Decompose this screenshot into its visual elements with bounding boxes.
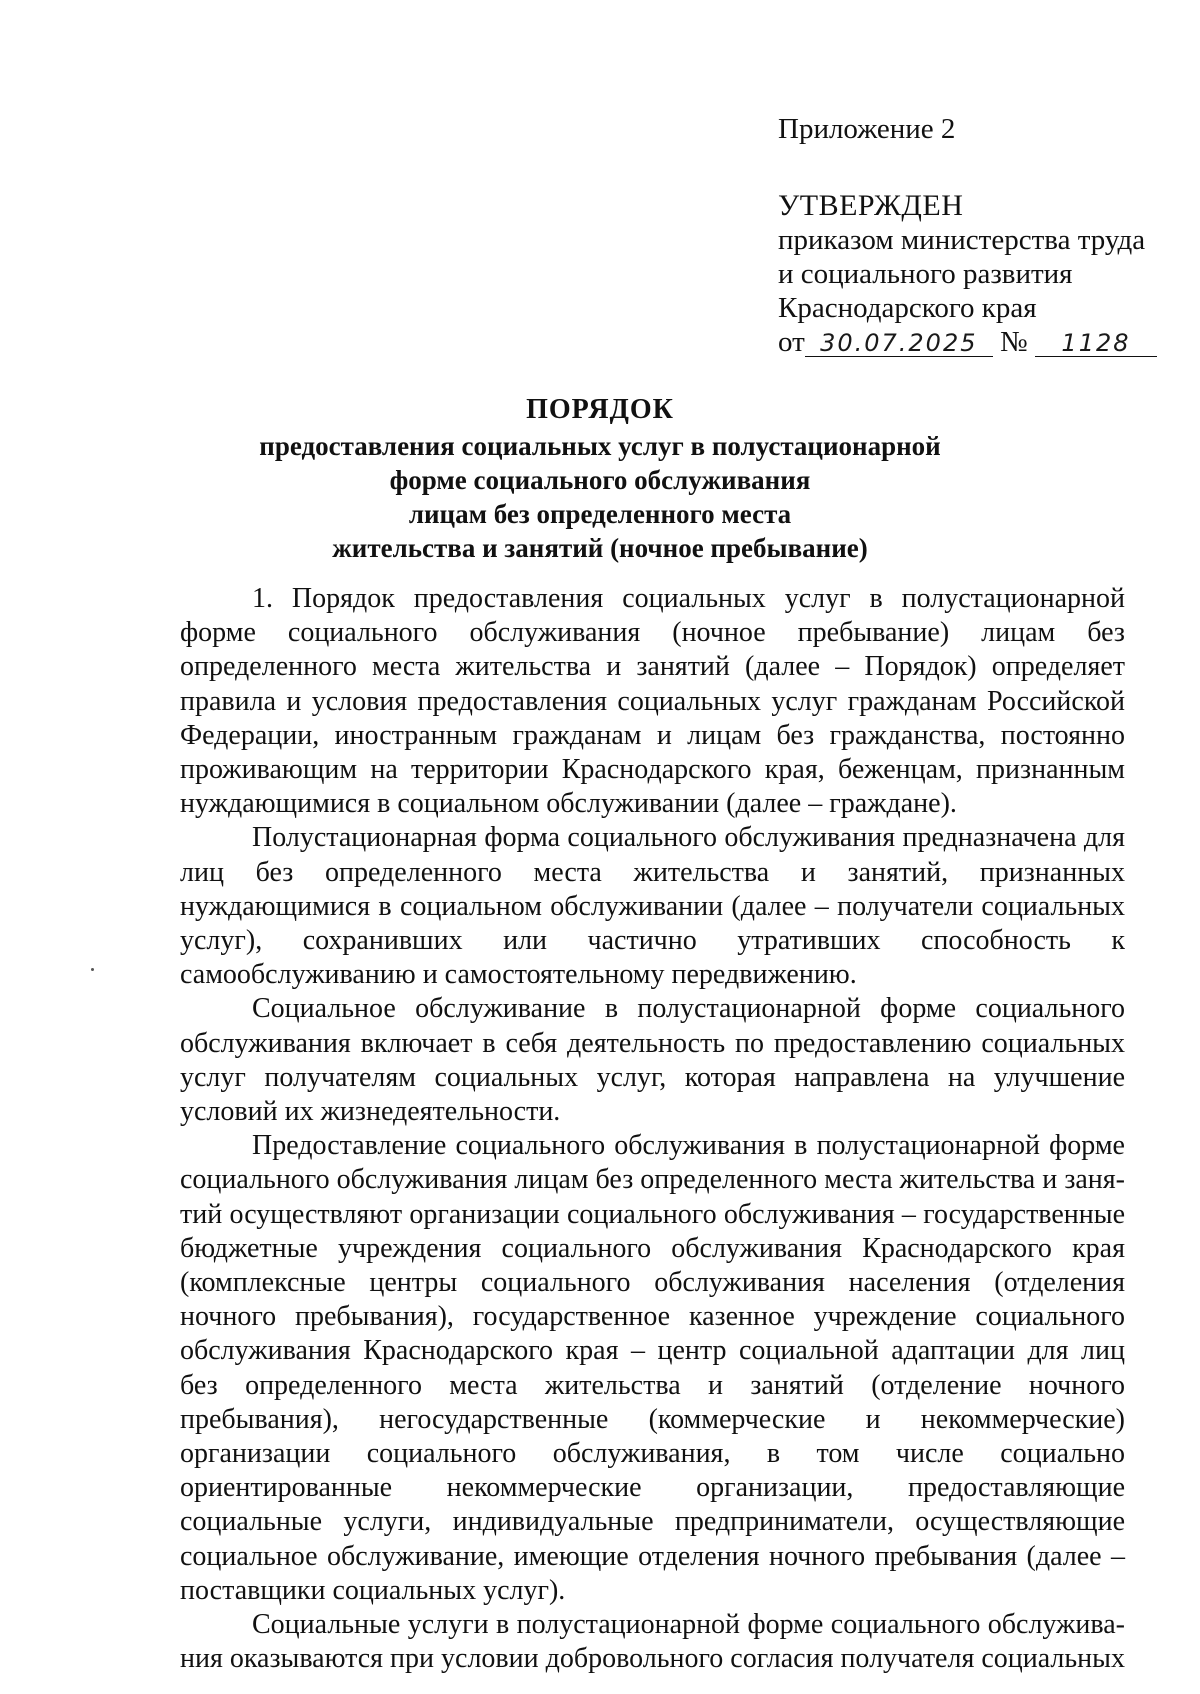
approved-label: УТВЕРЖДЕН xyxy=(778,189,964,222)
paragraph-5: Социальные услуги в полустационарной форме социального обслуживания оказываются при условии добровольного согласия получателя социальных xyxy=(180,1609,1125,1675)
document-body xyxy=(180,582,1125,1677)
number-prefix: № xyxy=(1000,326,1028,358)
document-title xyxy=(180,393,1020,565)
paragraph-1: 1. Порядок предоставления социальных услуг в полустационарной форме социального обслуживания (ночное пребывание) лицам без определенного места жительства и занятий (далее – Порядок) определяет правила и условия предоставления социальных услуг гражданам Российской Федерации, иностранным гражданам и лицам без гражданства, постоянно проживающим на территории Краснодарского края, беженцам, признанным нуждающимися в социальном обслуживании (далее – граждане). xyxy=(180,583,1125,820)
handwritten-number: 1128 xyxy=(1035,330,1157,357)
approval-block xyxy=(778,112,1178,359)
title-main: ПОРЯДОК xyxy=(526,394,674,425)
title-line-3: лицам без определенного места xyxy=(408,499,792,529)
paragraph-3: Социальное обслуживание в полустационарной форме социального обслуживания включает в себя деятельность по предоставлению социальных услуг получателям социальных услуг, которая направлена на улучшение условий их жизнедеятельности. xyxy=(180,993,1125,1128)
paragraph-2: Полустационарная форма социального обслуживания предназначена для лиц без определенного места жительства и занятий, признанных нуждающимися в социальном обслуживании (далее – получатели социальных услуг), сохранивших или частично утративших способность к самообслуживанию и самостоятельному передвижению. xyxy=(180,822,1125,991)
date-prefix: от xyxy=(778,326,805,358)
approval-line-2: и социального развития xyxy=(778,258,1073,290)
annex-label: Приложение 2 xyxy=(778,113,956,145)
title-line-2: форме социального обслуживания xyxy=(389,465,811,495)
paragraph-4: Предоставление социального обслуживания в полустационарной форме социального обслуживания лицам без определенного места жительства и занятий осуществляют организации социального обслуживания – государственные бюджетные учреждения социального обслуживания Краснодарского края (комплексные центры социального обслуживания населения (отделения ночного пребывания), государственное казенное учреждение социального обслуживания Краснодарского края – центр социальной адаптации для лиц без определенного места жительства и занятий (отделение ночного пребывания), негосударственные (коммерческие и некоммерческие) организации социального обслуживания, в том числе социально ориентированные некоммерческие организации, предоставляющие социальные услуги, индивидуальные предприниматели, осуществляющие социальное обслуживание, имеющие отделения ночного пребывания (далее – поставщики социальных услуг). xyxy=(180,1130,1125,1606)
date-number-line xyxy=(778,325,1178,359)
approval-line-3: Краснодарского края xyxy=(778,292,1037,324)
scan-speck xyxy=(91,968,94,971)
title-line-1: предоставления социальных услуг в полустационарной xyxy=(259,431,941,461)
approval-line-1: приказом министерства труда xyxy=(778,224,1146,256)
handwritten-date: 30.07.2025 xyxy=(805,330,993,357)
title-line-4: жительства и занятий (ночное пребывание) xyxy=(332,533,868,563)
